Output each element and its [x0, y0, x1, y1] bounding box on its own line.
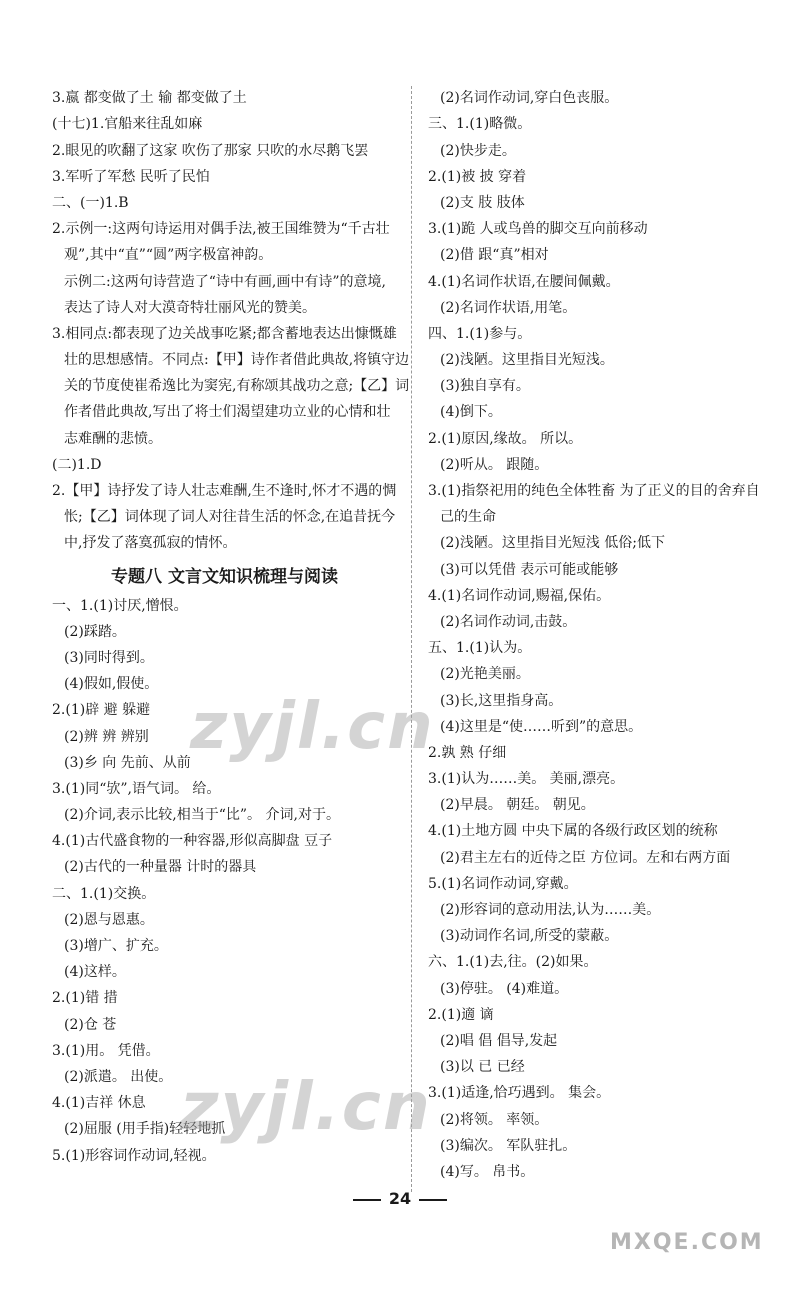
answer-line: (4)这里是“使……听到”的意思。 [440, 718, 643, 735]
answer-line: 关的节度使崔希逸比为窦宪,有称颂其战功之意;【乙】词 [64, 378, 410, 395]
answer-line: (2)名词作动词,击鼓。 [440, 613, 577, 630]
answer-line: 4.(1)名词作状语,在腰间佩戴。 [428, 273, 620, 290]
answer-line: 5.(1)名词作动词,穿戴。 [428, 875, 578, 892]
answer-line: 2.示例一:这两句诗运用对偶手法,被王国维赞为“千古壮 [52, 221, 390, 238]
answer-line: 3.嬴 都变做了土 输 都变做了土 [52, 90, 247, 107]
left-column [52, 80, 410, 1164]
answer-line: 2.(1)原因,缘故。 所以。 [428, 430, 583, 447]
answer-line: (二)1.D [52, 456, 102, 473]
answer-line: 六、1.(1)去,往。(2)如果。 [428, 954, 598, 971]
answer-line: 3.(1)适逢,恰巧遇到。 集会。 [428, 1085, 611, 1102]
answer-line: 5.(1)形容词作动词,轻视。 [52, 1147, 216, 1164]
answer-line: (2)君主左右的近侍之臣 方位词。左和右两方面 [440, 849, 731, 866]
answer-line: (3)可以凭借 表示可能或能够 [440, 561, 619, 578]
answer-line: (2)恩与恩惠。 [64, 911, 154, 928]
answer-line: (2)名词作状语,用笔。 [440, 299, 577, 316]
answer-line: 2.(1)错 措 [52, 990, 118, 1007]
answer-line: (3)以 已 已经 [440, 1059, 525, 1076]
answer-line: 4.(1)古代盛食物的一种容器,形似高脚盘 豆子 [52, 833, 333, 850]
answer-line: 3.(1)用。 凭借。 [52, 1042, 160, 1059]
answer-line: 志难酬的悲愤。 [64, 430, 162, 447]
answer-line: 2.【甲】诗抒发了诗人壮志难酬,生不逢时,怀才不遇的惆 [52, 483, 397, 499]
answer-line: 示例二:这两句诗营造了“诗中有画,画中有诗”的意境, [64, 273, 386, 290]
answer-line: 2.(1)被 披 穿着 [428, 168, 527, 185]
answer-line: 三、1.(1)略微。 [428, 116, 532, 133]
footer-dash-left [353, 1199, 381, 1201]
answer-line: 2.(1)適 谪 [428, 1006, 494, 1023]
answer-line: 4.(1)土地方圆 中央下属的各级行政区划的统称 [428, 823, 718, 840]
answer-line: 一、1.(1)讨厌,憎恨。 [52, 597, 188, 614]
right-column [428, 80, 773, 1180]
answer-line: (4)倒下。 [440, 404, 502, 421]
answer-line: (2)借 跟“真”相对 [440, 247, 549, 264]
answer-line: (2)辨 辨 辨别 [64, 728, 149, 745]
answer-line: 怅;【乙】词体现了词人对往昔生活的怀念,在追昔抚今 [64, 509, 396, 526]
footer-dash-right [419, 1199, 447, 1201]
answer-line: (3)停驻。 (4)难道。 [440, 980, 569, 997]
answer-line: (3)同时得到。 [64, 649, 154, 666]
answer-line: 观”,其中“直”“圆”两字极富神韵。 [64, 247, 273, 264]
answer-line: (3)增广、扩充。 [64, 938, 168, 954]
answer-line: 4.(1)吉祥 休息 [52, 1095, 146, 1112]
page-number: 24 [388, 1189, 412, 1208]
answer-line: (4)这样。 [64, 964, 126, 981]
answer-line: (2)将领。 率领。 [440, 1111, 549, 1128]
answer-line: (2)派遣。 出使。 [64, 1068, 173, 1085]
answer-line: (3)乡 向 先前、从前 [64, 754, 191, 771]
answer-line: (十七)1.官船来往乱如麻 [52, 116, 203, 133]
answer-line: (3)动词作名词,所受的蒙蔽。 [440, 928, 619, 945]
answer-line: (2)唱 倡 倡导,发起 [440, 1032, 558, 1049]
answer-line: (2)屈服 (用手指)轻轻地抓 [64, 1121, 226, 1138]
answer-line: (2)浅陋。这里指目光短浅 低俗;低下 [440, 535, 665, 552]
answer-line: 3.军听了军愁 民听了民怕 [52, 168, 210, 185]
answer-line: 2.孰 熟 仔细 [428, 744, 507, 761]
answer-line: (2)听从。 跟随。 [440, 456, 549, 473]
answer-line: 表达了诗人对大漠奇特壮丽风光的赞美。 [64, 299, 316, 316]
answer-line: 3.(1)跪 人或鸟兽的脚交互向前移动 [428, 221, 648, 238]
answer-line: (2)古代的一种量器 计时的器具 [64, 859, 257, 876]
answer-line: (4)写。 帛书。 [440, 1163, 535, 1180]
watermark-site: MXQE.COM [610, 1230, 764, 1255]
answer-line: 中,抒发了落寞孤寂的情怀。 [64, 535, 237, 552]
answer-line: (2)快步走。 [440, 142, 516, 159]
answer-line: 作者借此典故,写出了将士们渴望建功立业的心情和壮 [64, 404, 391, 421]
answer-line: 2.(1)辟 避 躲避 [52, 702, 151, 719]
answer-line: (3)编次。 军队驻扎。 [440, 1137, 577, 1154]
column-divider [411, 86, 412, 1192]
answer-line: (4)假如,假使。 [64, 676, 159, 693]
answer-line: (2)支 肢 肢体 [440, 194, 525, 211]
answer-line: 4.(1)名词作动词,赐福,保佑。 [428, 587, 611, 604]
answer-line: (2)名词作动词,穿白色丧服。 [440, 90, 619, 107]
answer-line: 二、(一)1.B [52, 194, 129, 211]
answer-line: (2)早晨。 朝廷。 朝见。 [440, 797, 595, 814]
watermark: zyjl.cn [190, 690, 435, 764]
answer-line: (2)仓 苍 [64, 1016, 117, 1033]
answer-line: 2.眼见的吹翻了这家 吹伤了那家 只吹的水尽鹅飞罢 [52, 142, 369, 159]
page-footer [0, 1189, 800, 1208]
answer-line: 3.(1)认为……美。 美丽,漂亮。 [428, 771, 625, 788]
answer-line: (2)介词,表示比较,相当于“比”。 介词,对于。 [64, 807, 340, 824]
answer-line: (2)浅陋。这里指目光短浅。 [440, 352, 614, 369]
answer-line: 壮的思想感情。不同点:【甲】诗作者借此典故,将镇守边 [64, 352, 410, 369]
answer-line: 3.(1)同“欤”,语气词。 给。 [52, 780, 221, 797]
answer-line: 3.(1)指祭祀用的纯色全体牲畜 为了正义的目的舍弃自 [428, 483, 760, 499]
answer-line: (3)独自享有。 [440, 378, 530, 395]
answer-line: (3)长,这里指身高。 [440, 692, 563, 709]
answer-line: 3.相同点:都表现了边关战事吃紧;都含蓄地表达出慷慨雄 [52, 325, 397, 342]
answer-line: (2)光艳美丽。 [440, 666, 530, 683]
answer-line: 五、1.(1)认为。 [428, 640, 532, 657]
watermark: zyjl.cn [180, 1068, 432, 1145]
answer-line: 四、1.(1)参与。 [428, 325, 532, 342]
answer-line: 二、1.(1)交换。 [52, 885, 156, 902]
answer-line: 己的生命 [440, 509, 496, 526]
answer-line: (2)形容词的意动用法,认为……美。 [440, 902, 661, 918]
section-title: 专题八 文言文知识梳理与阅读 [111, 567, 338, 588]
answer-line: (2)踩踏。 [64, 623, 126, 640]
